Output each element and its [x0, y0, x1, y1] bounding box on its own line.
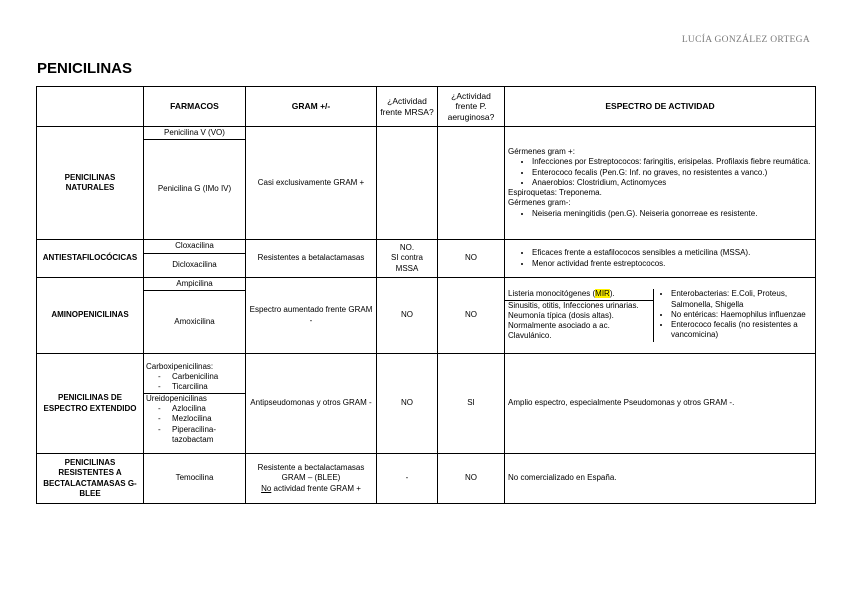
aeruginosa-cell: NO: [438, 240, 505, 278]
drugs-cell: [144, 240, 246, 278]
drug-name: Amoxicilina: [144, 290, 245, 353]
table-row: [37, 354, 816, 454]
espectro-text: Listeria monocitógenes (MIR).: [505, 289, 653, 300]
mrsa-text: NO.: [399, 243, 415, 253]
drug-name: - Azlocilina: [172, 404, 243, 414]
espectro-text: Gérmenes gram-:: [508, 198, 571, 208]
penicilinas-table: [36, 86, 816, 504]
gram-cell: Resistentes a betalactamasas: [246, 240, 377, 278]
group-blee: PENICILINAS RESISTENTES A BECTALACTAMASAS G- BLEE: [37, 454, 144, 504]
list-item: • Infecciones por Estreptococos: faringitis, erisipelas. Profilaxis fiebre reumática.: [532, 157, 812, 167]
drugs-cell: [144, 278, 246, 354]
header-row: [37, 87, 816, 127]
gram-cell: Antipseudomonas y otros GRAM -: [246, 354, 377, 454]
mrsa-cell: [377, 240, 438, 278]
mrsa-cell: NO: [377, 354, 438, 454]
author-name: LUCÍA GONZÁLEZ ORTEGA: [681, 35, 810, 45]
mir-highlight: MIR: [595, 289, 610, 299]
header-gram: GRAM +/-: [246, 87, 377, 127]
list-item: • Neiseria meningitidis (pen.G). Neiseria gonorreae es resistente.: [532, 209, 812, 219]
header-grupo: [37, 87, 144, 127]
gram-text: No actividad frente GRAM +: [261, 483, 361, 493]
drugs-cell: [144, 354, 246, 454]
aeruginosa-cell: SI: [438, 354, 505, 454]
list-item: • No entéricas: Haemophilus influenzae: [671, 310, 812, 320]
gram-text: Resistente a bectalactamasas GRAM – (BLEE): [257, 463, 365, 483]
espectro-right: [654, 289, 816, 341]
list-item: • Eficaces frente a estafilococos sensibles a meticilina (MSSA).: [532, 248, 812, 258]
aeruginosa-cell: NO: [438, 278, 505, 354]
list-item: • Enterococo fecalis (no resistentes a vancomicina): [671, 320, 812, 341]
drug-category: Carboxipenicilinas:: [146, 361, 214, 371]
drug-name: - Ticarcilina: [172, 382, 243, 392]
page-title: PENICILINAS: [37, 60, 133, 77]
espectro-text: Espiroquetas: Treponema.: [508, 188, 602, 198]
header-aeruginosa: ¿Actividad frente P. aeruginosa?: [438, 87, 505, 127]
list-item: • Menor actividad frente estreptococos.: [532, 259, 812, 269]
drugs-cell: [144, 127, 246, 240]
gram-cell: Espectro aumentado frente GRAM -: [246, 278, 377, 354]
group-antiestafilococicas: ANTIESTAFILOCÓCICAS: [37, 240, 144, 278]
drug-name: Penicilina V (VO): [164, 127, 225, 137]
list-item: • Enterobacterias: E.Coli, Proteus, Salmonella, Shigella: [671, 289, 812, 310]
espectro-cell: Amplio espectro, especialmente Pseudomonas y otros GRAM -.: [505, 354, 816, 454]
drug-name: - Carbenicilina: [172, 372, 243, 382]
gram-cell: [246, 454, 377, 504]
drug-name: Penicilina G (IMo IV): [144, 139, 245, 239]
drug-category: Ureidopenicilinas: [144, 393, 245, 404]
espectro-cell: [505, 240, 816, 278]
group-extendido: PENICILINAS DE ESPECTRO EXTENDIDO: [37, 354, 144, 454]
espectro-cell: No comercializado en España.: [505, 454, 816, 504]
drug-name: Temocilina: [144, 454, 246, 504]
espectro-text: Gérmenes gram +:: [508, 146, 575, 156]
drug-name: Dicloxacilina: [144, 253, 245, 277]
drug-name: - Piperacilina-tazobactam: [172, 425, 243, 446]
table-row: [37, 278, 816, 354]
aeruginosa-cell: NO: [438, 454, 505, 504]
espectro-text: Sinusitis, otitis, Infecciones urinarias. Neumonía típica (dosis altas).: [508, 300, 639, 320]
espectro-left: [505, 289, 654, 341]
list-item: • Enterococo fecalis (Pen.G: Inf. no graves, no resistentes a vanco.): [532, 168, 812, 178]
table-row: [37, 454, 816, 504]
group-naturales: PENICILINAS NATURALES: [37, 127, 144, 240]
mrsa-cell: [377, 127, 438, 240]
list-item: • Anaerobios: Clostridium, Actinomyces: [532, 178, 812, 188]
aeruginosa-cell: [438, 127, 505, 240]
mrsa-cell: NO: [377, 278, 438, 354]
table-row: [37, 127, 816, 240]
mrsa-cell: -: [377, 454, 438, 504]
group-aminopenicilinas: AMINOPENICILINAS: [37, 278, 144, 354]
mrsa-text: MSSA: [395, 263, 419, 273]
header-mrsa: ¿Actividad frente MRSA?: [377, 87, 438, 127]
espectro-cell: [505, 278, 816, 354]
table-row: [37, 240, 816, 278]
header-espectro: ESPECTRO DE ACTIVIDAD: [505, 87, 816, 127]
drug-name: - Mezlocilina: [172, 414, 243, 424]
gram-cell: Casi exclusivamente GRAM +: [246, 127, 377, 240]
mrsa-text: SI contra: [390, 253, 423, 263]
drug-name: Cloxacilina: [175, 241, 214, 251]
header-farmacos: FARMACOS: [144, 87, 246, 127]
drug-name: Ampicilina: [176, 278, 213, 288]
espectro-cell: [505, 127, 816, 240]
espectro-text: Normalmente asociado a ac. Clavulánico.: [508, 321, 610, 341]
